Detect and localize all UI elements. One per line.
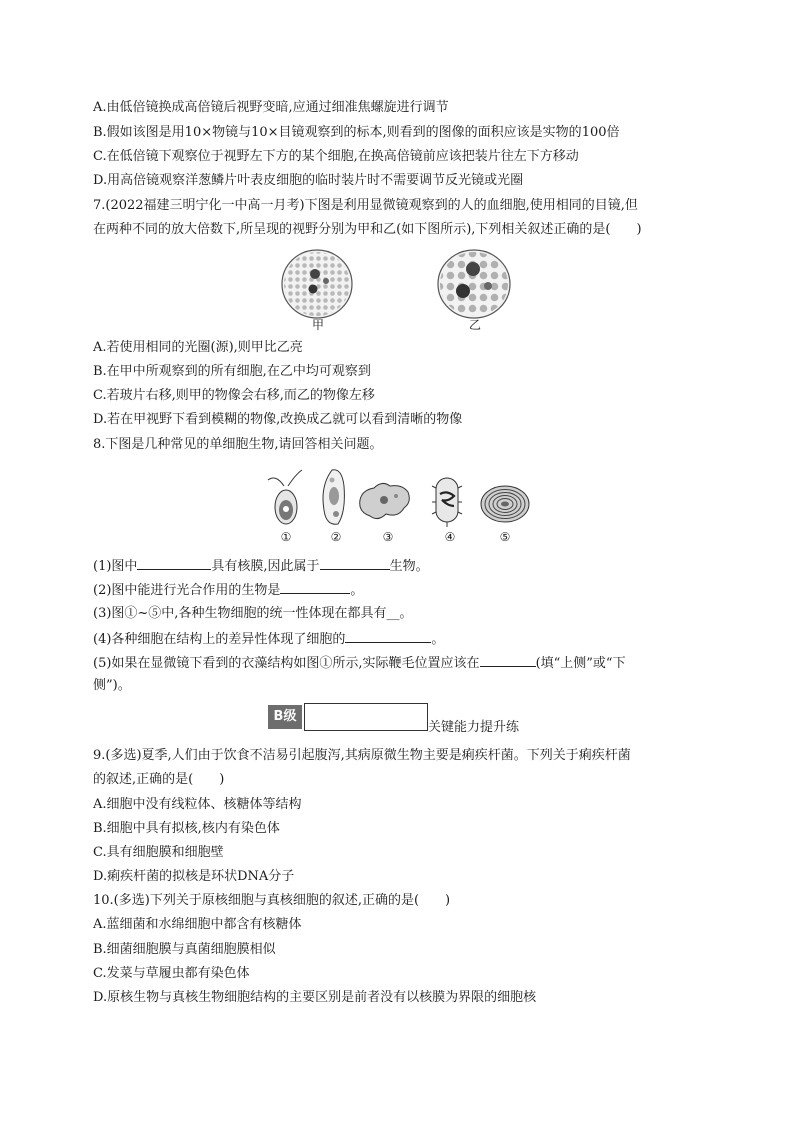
q10-option-b: B.细菌细胞膜与真菌细胞膜相似 [93, 942, 276, 957]
chlamydomonas-drawing [268, 470, 302, 524]
view-a-field [282, 250, 352, 318]
q8-subquestion-1 [93, 557, 429, 575]
q7-stem-line2: 在两种不同的放大倍数下,所呈现的视野分别为甲和乙(如下图所示),下列相关叙述正确的是( ) [93, 222, 642, 237]
bacterium-drawing [432, 478, 462, 527]
q8-s2-part-a: (2)图中能进行光合作用的生物是 [93, 583, 281, 598]
section-b-tag: B级 [268, 705, 302, 729]
q9-stem-line1: 9.(多选)夏季,人们由于饮食不洁易引起腹泻,其病原微生物主要是痢疾杆菌。下列关于痢疾杆菌 [93, 748, 631, 763]
q7-option-d: D.若在甲视野下看到模糊的物像,改换成乙就可以看到清晰的物像 [93, 412, 463, 427]
section-b-title: 关键能力提升练 [428, 720, 520, 735]
q7-stem-line1: 7.(2022福建三明宁化一中高一月考)下图是利用显微镜观察到的人的血细胞,使用相同的目镜,但 [93, 198, 638, 213]
q6-option-a: A.由低倍镜换成高倍镜后视野变暗,应通过细准焦螺旋进行调节 [93, 100, 449, 115]
q7-option-b: B.在甲中所观察到的所有细胞,在乙中均可观察到 [93, 364, 371, 379]
answer-blank-5[interactable] [480, 654, 536, 667]
answer-blank-2[interactable] [280, 581, 350, 594]
amoeba-drawing [360, 483, 410, 518]
q7-option-c: C.若玻片右移,则甲的物像会右移,而乙的物像左移 [93, 388, 375, 403]
q6-option-b: B.假如该图是用10×物镜与10×目镜观察到的标本,则看到的图像的面积应该是实物的100倍 [93, 125, 620, 140]
q6-option-d: D.用高倍镜观察洋葱鳞片叶表皮细胞的临时装片时不需要调节反光镜或光圈 [93, 173, 524, 188]
q8-s2-part-b: 。 [350, 583, 364, 598]
q8-s1-part-b: 具有核膜,因此属于 [211, 559, 320, 574]
q10-option-d: D.原核生物与真核生物细胞结构的主要区别是前者没有以核膜为界限的细胞核 [93, 990, 537, 1005]
answer-blank-1b[interactable] [320, 557, 390, 570]
view-b-label: 乙 [468, 318, 481, 332]
q8-stem: 8.下图是几种常见的单细胞生物,请回答相关问题。 [93, 437, 383, 452]
paramecium-drawing [323, 470, 344, 524]
q8-s5-part-a: (5)如果在显微镜下看到的衣藻结构如图①所示,实际鞭毛位置应该在 [93, 656, 480, 671]
q7-option-a: A.若使用相同的光圈(源),则甲比乙亮 [93, 340, 303, 355]
q8-subquestion-5-cont: 侧”)。 [93, 678, 131, 693]
q8-subquestion-3: (3)图①~⑤中,各种生物细胞的统一性体现在都具有__。 [93, 606, 413, 621]
single-cell-organisms-figure [262, 466, 532, 528]
q8-s4-part-b: 。 [431, 632, 445, 647]
q8-s5-part-b: (填“上侧”或“下 [535, 656, 626, 671]
q9-option-d: D.痢疾杆菌的拟核是环状DNA分子 [93, 869, 295, 884]
q8-subquestion-2 [93, 581, 363, 599]
figure-number-1: ① [280, 530, 292, 544]
section-b-box [304, 703, 428, 731]
answer-blank-4[interactable] [345, 630, 431, 643]
section-b-header [268, 703, 568, 735]
cyanobacterium-drawing [481, 486, 529, 522]
q8-s1-part-a: (1)图中 [93, 559, 138, 574]
figure-number-3: ③ [382, 530, 394, 544]
q9-option-c: C.具有细胞膜和细胞壁 [93, 845, 224, 860]
figure-number-2: ② [330, 530, 342, 544]
q8-subquestion-4 [93, 630, 444, 648]
answer-blank-1a[interactable] [137, 557, 211, 570]
q8-s1-part-c: 生物。 [389, 559, 429, 574]
figure-number-5: ⑤ [499, 530, 511, 544]
q9-option-a: A.细胞中没有线粒体、核糖体等结构 [93, 797, 302, 812]
view-b-field [438, 250, 510, 318]
q9-stem-line2: 的叙述,正确的是( ) [93, 772, 225, 787]
q10-option-c: C.发菜与草履虫都有染色体 [93, 966, 250, 981]
q8-s4-part-a: (4)各种细胞在结构上的差异性体现了细胞的 [93, 632, 346, 647]
q6-option-c: C.在低倍镜下观察位于视野左下方的某个细胞,在换高倍镜前应该把装片往左下方移动 [93, 149, 579, 164]
q8-subquestion-5 [93, 654, 626, 672]
q9-option-b: B.细胞中具有拟核,核内有染色体 [93, 821, 280, 836]
q10-stem: 10.(多选)下列关于原核细胞与真核细胞的叙述,正确的是( ) [93, 893, 451, 908]
view-a-label: 甲 [311, 318, 324, 332]
q10-option-a: A.蓝细菌和水绵细胞中都含有核糖体 [93, 917, 302, 932]
figure-number-4: ④ [444, 530, 456, 544]
